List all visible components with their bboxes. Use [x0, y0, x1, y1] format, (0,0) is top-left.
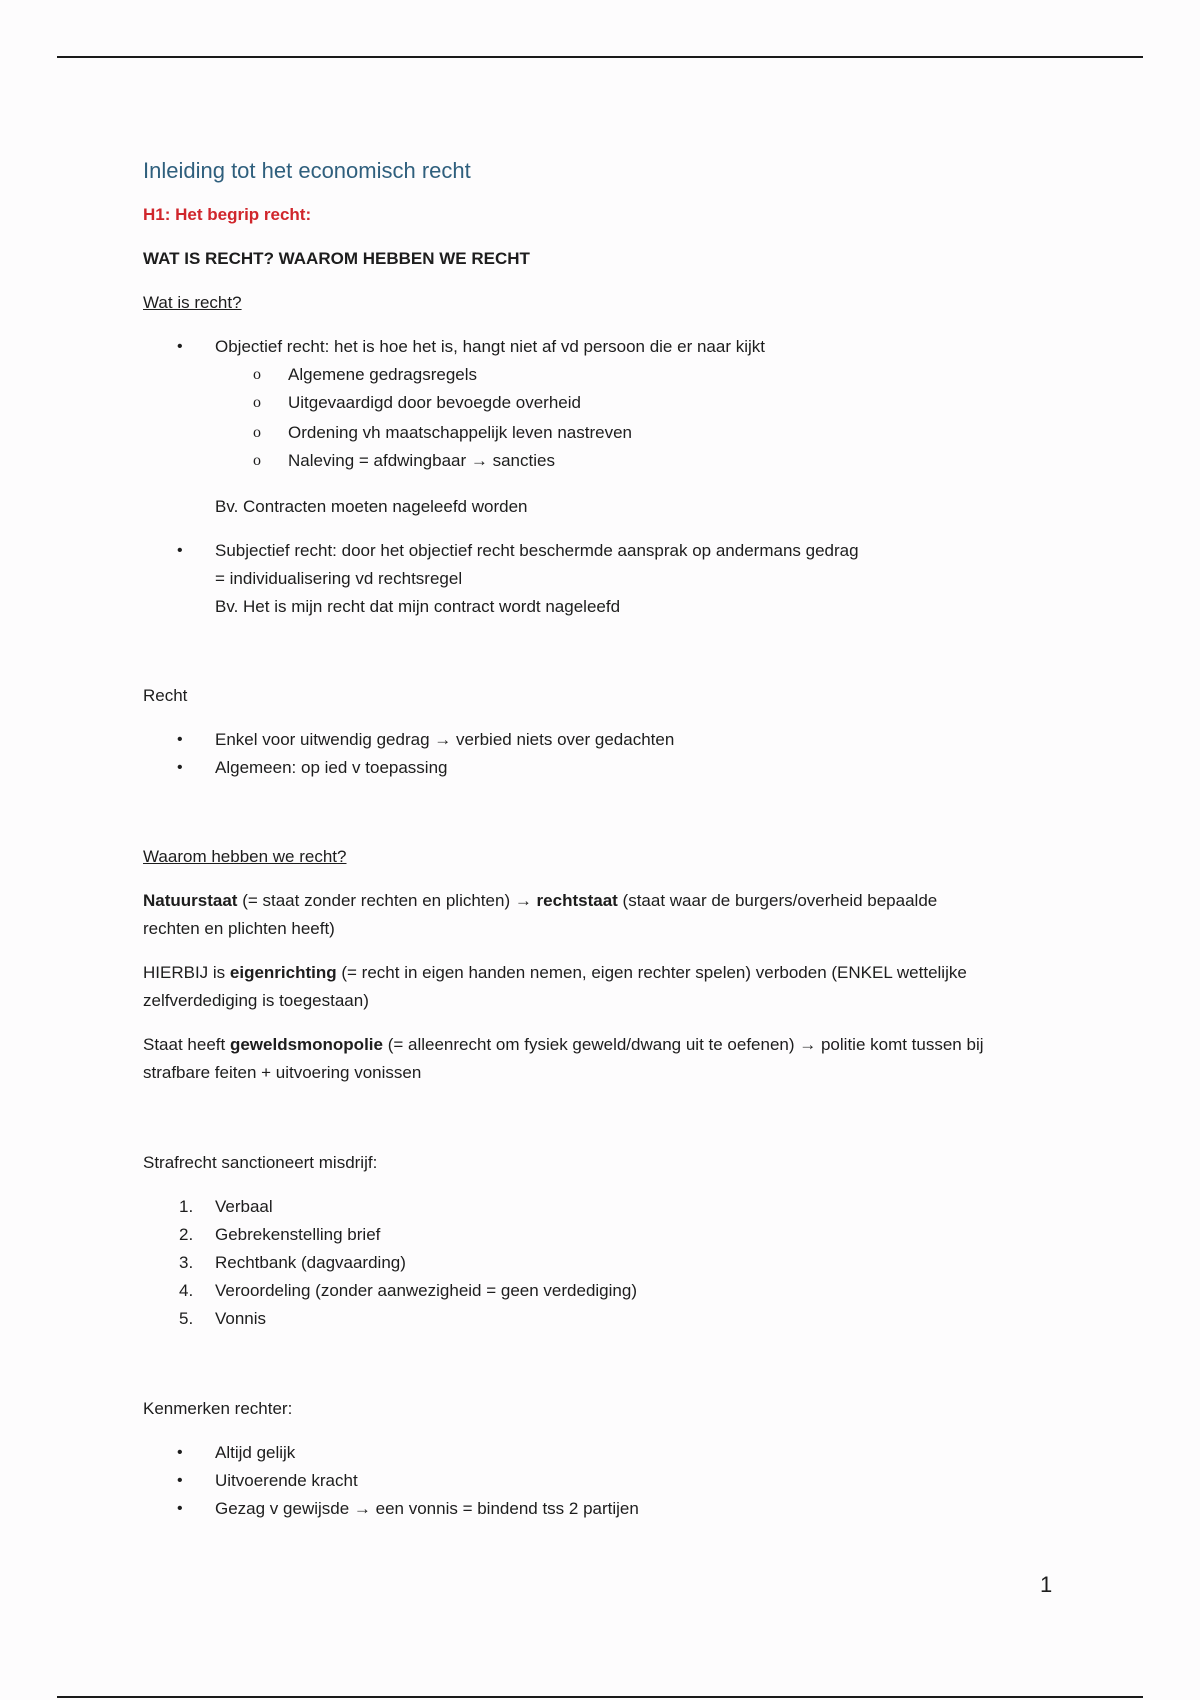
paragraph-natuurstaat: [143, 890, 937, 912]
example-text: Bv. Contracten moeten nageleefd worden: [215, 497, 528, 516]
paragraph-line: zelfverdediging is toegestaan): [143, 991, 369, 1010]
bullet-marker: •: [177, 1500, 183, 1517]
numbered-item: Verbaal: [215, 1197, 273, 1216]
list-item: Enkel voor uitwendig gedrag → verbied niets over gedachten: [215, 730, 675, 749]
numbered-item: Rechtbank (dagvaarding): [215, 1253, 406, 1272]
sub-item: Uitgevaardigd door bevoegde overheid: [288, 393, 581, 412]
paragraph-line: rechten en plichten heeft): [143, 919, 335, 938]
bullet-marker: •: [177, 338, 183, 355]
bold-term: Natuurstaat: [143, 891, 238, 910]
list-number: 1.: [179, 1197, 194, 1216]
numbered-item: Gebrekenstelling brief: [215, 1225, 381, 1244]
sub-marker: o: [253, 452, 261, 469]
list-item-subjectief: Subjectief recht: door het objectief recht beschermde aansprak op andermans gedrag: [215, 541, 859, 560]
sub-marker: o: [253, 366, 261, 383]
header-rule: [57, 56, 1143, 58]
sub-item: Algemene gedragsregels: [288, 365, 478, 384]
sub-item: Ordening vh maatschappelijk leven nastreven: [288, 423, 632, 442]
section-caps-heading: WAT IS RECHT? WAAROM HEBBEN WE RECHT: [143, 249, 530, 268]
bullet-marker: •: [177, 542, 183, 559]
heading-waarom: Waarom hebben we recht?: [143, 847, 347, 866]
sub-marker: o: [253, 394, 261, 411]
paragraph-geweldsmonopolie: [143, 1034, 984, 1056]
bullet-marker: •: [177, 731, 183, 748]
paragraph-line: strafbare feiten + uitvoering vonissen: [143, 1063, 422, 1082]
list-item-continuation: = individualisering vd rechtsregel: [215, 569, 463, 588]
text-run: Staat heeft: [143, 1035, 230, 1054]
list-number: 5.: [179, 1309, 194, 1328]
list-item: Altijd gelijk: [215, 1443, 296, 1462]
bold-term: eigenrichting: [229, 963, 337, 982]
list-item: Uitvoerende kracht: [215, 1471, 358, 1490]
document-title: Inleiding tot het economisch recht: [143, 158, 471, 183]
text-run: (= staat zonder rechten en plichten) →: [237, 891, 537, 910]
text-run: (= alleenrecht om fysiek geweld/dwang uit te oefenen) → politie komt tussen bij: [382, 1035, 984, 1054]
list-number: 4.: [179, 1281, 194, 1300]
numbered-item: Vonnis: [215, 1309, 267, 1328]
bullet-marker: •: [177, 1444, 183, 1461]
sub-marker: o: [253, 424, 261, 441]
list-item: Algemeen: op ied v toepassing: [215, 758, 448, 777]
footer-rule: [57, 1696, 1143, 1698]
page-number: 1: [1040, 1572, 1053, 1597]
heading-recht: Recht: [143, 686, 188, 705]
text-run: (= recht in eigen handen nemen, eigen rechter spelen) verboden (ENKEL wettelijke: [336, 963, 967, 982]
paragraph-eigenrichting: [143, 962, 967, 984]
list-number: 3.: [179, 1253, 194, 1272]
heading-kenmerken: Kenmerken rechter:: [143, 1399, 293, 1418]
numbered-item: Veroordeling (zonder aanwezigheid = geen verdediging): [215, 1281, 637, 1300]
list-item-continuation: Bv. Het is mijn recht dat mijn contract wordt nageleefd: [215, 597, 621, 616]
bold-term: rechtstaat: [536, 891, 618, 910]
list-item: Gezag v gewijsde → een vonnis = bindend tss 2 partijen: [215, 1499, 639, 1518]
heading-strafrecht: Strafrecht sanctioneert misdrijf:: [143, 1153, 378, 1172]
sub-item: Naleving = afdwingbaar → sancties: [288, 451, 555, 470]
list-number: 2.: [179, 1225, 194, 1244]
heading-wat-is-recht: Wat is recht?: [143, 293, 242, 312]
text-run: HIERBIJ is: [143, 963, 230, 982]
bold-term: geweldsmonopolie: [229, 1035, 383, 1054]
bullet-marker: •: [177, 759, 183, 776]
bullet-marker: •: [177, 1472, 183, 1489]
text-run: (staat waar de burgers/overheid bepaalde: [617, 891, 938, 910]
chapter-heading: H1: Het begrip recht:: [143, 205, 312, 224]
list-item-objectief: Objectief recht: het is hoe het is, hangt niet af vd persoon die er naar kijkt: [215, 337, 765, 356]
